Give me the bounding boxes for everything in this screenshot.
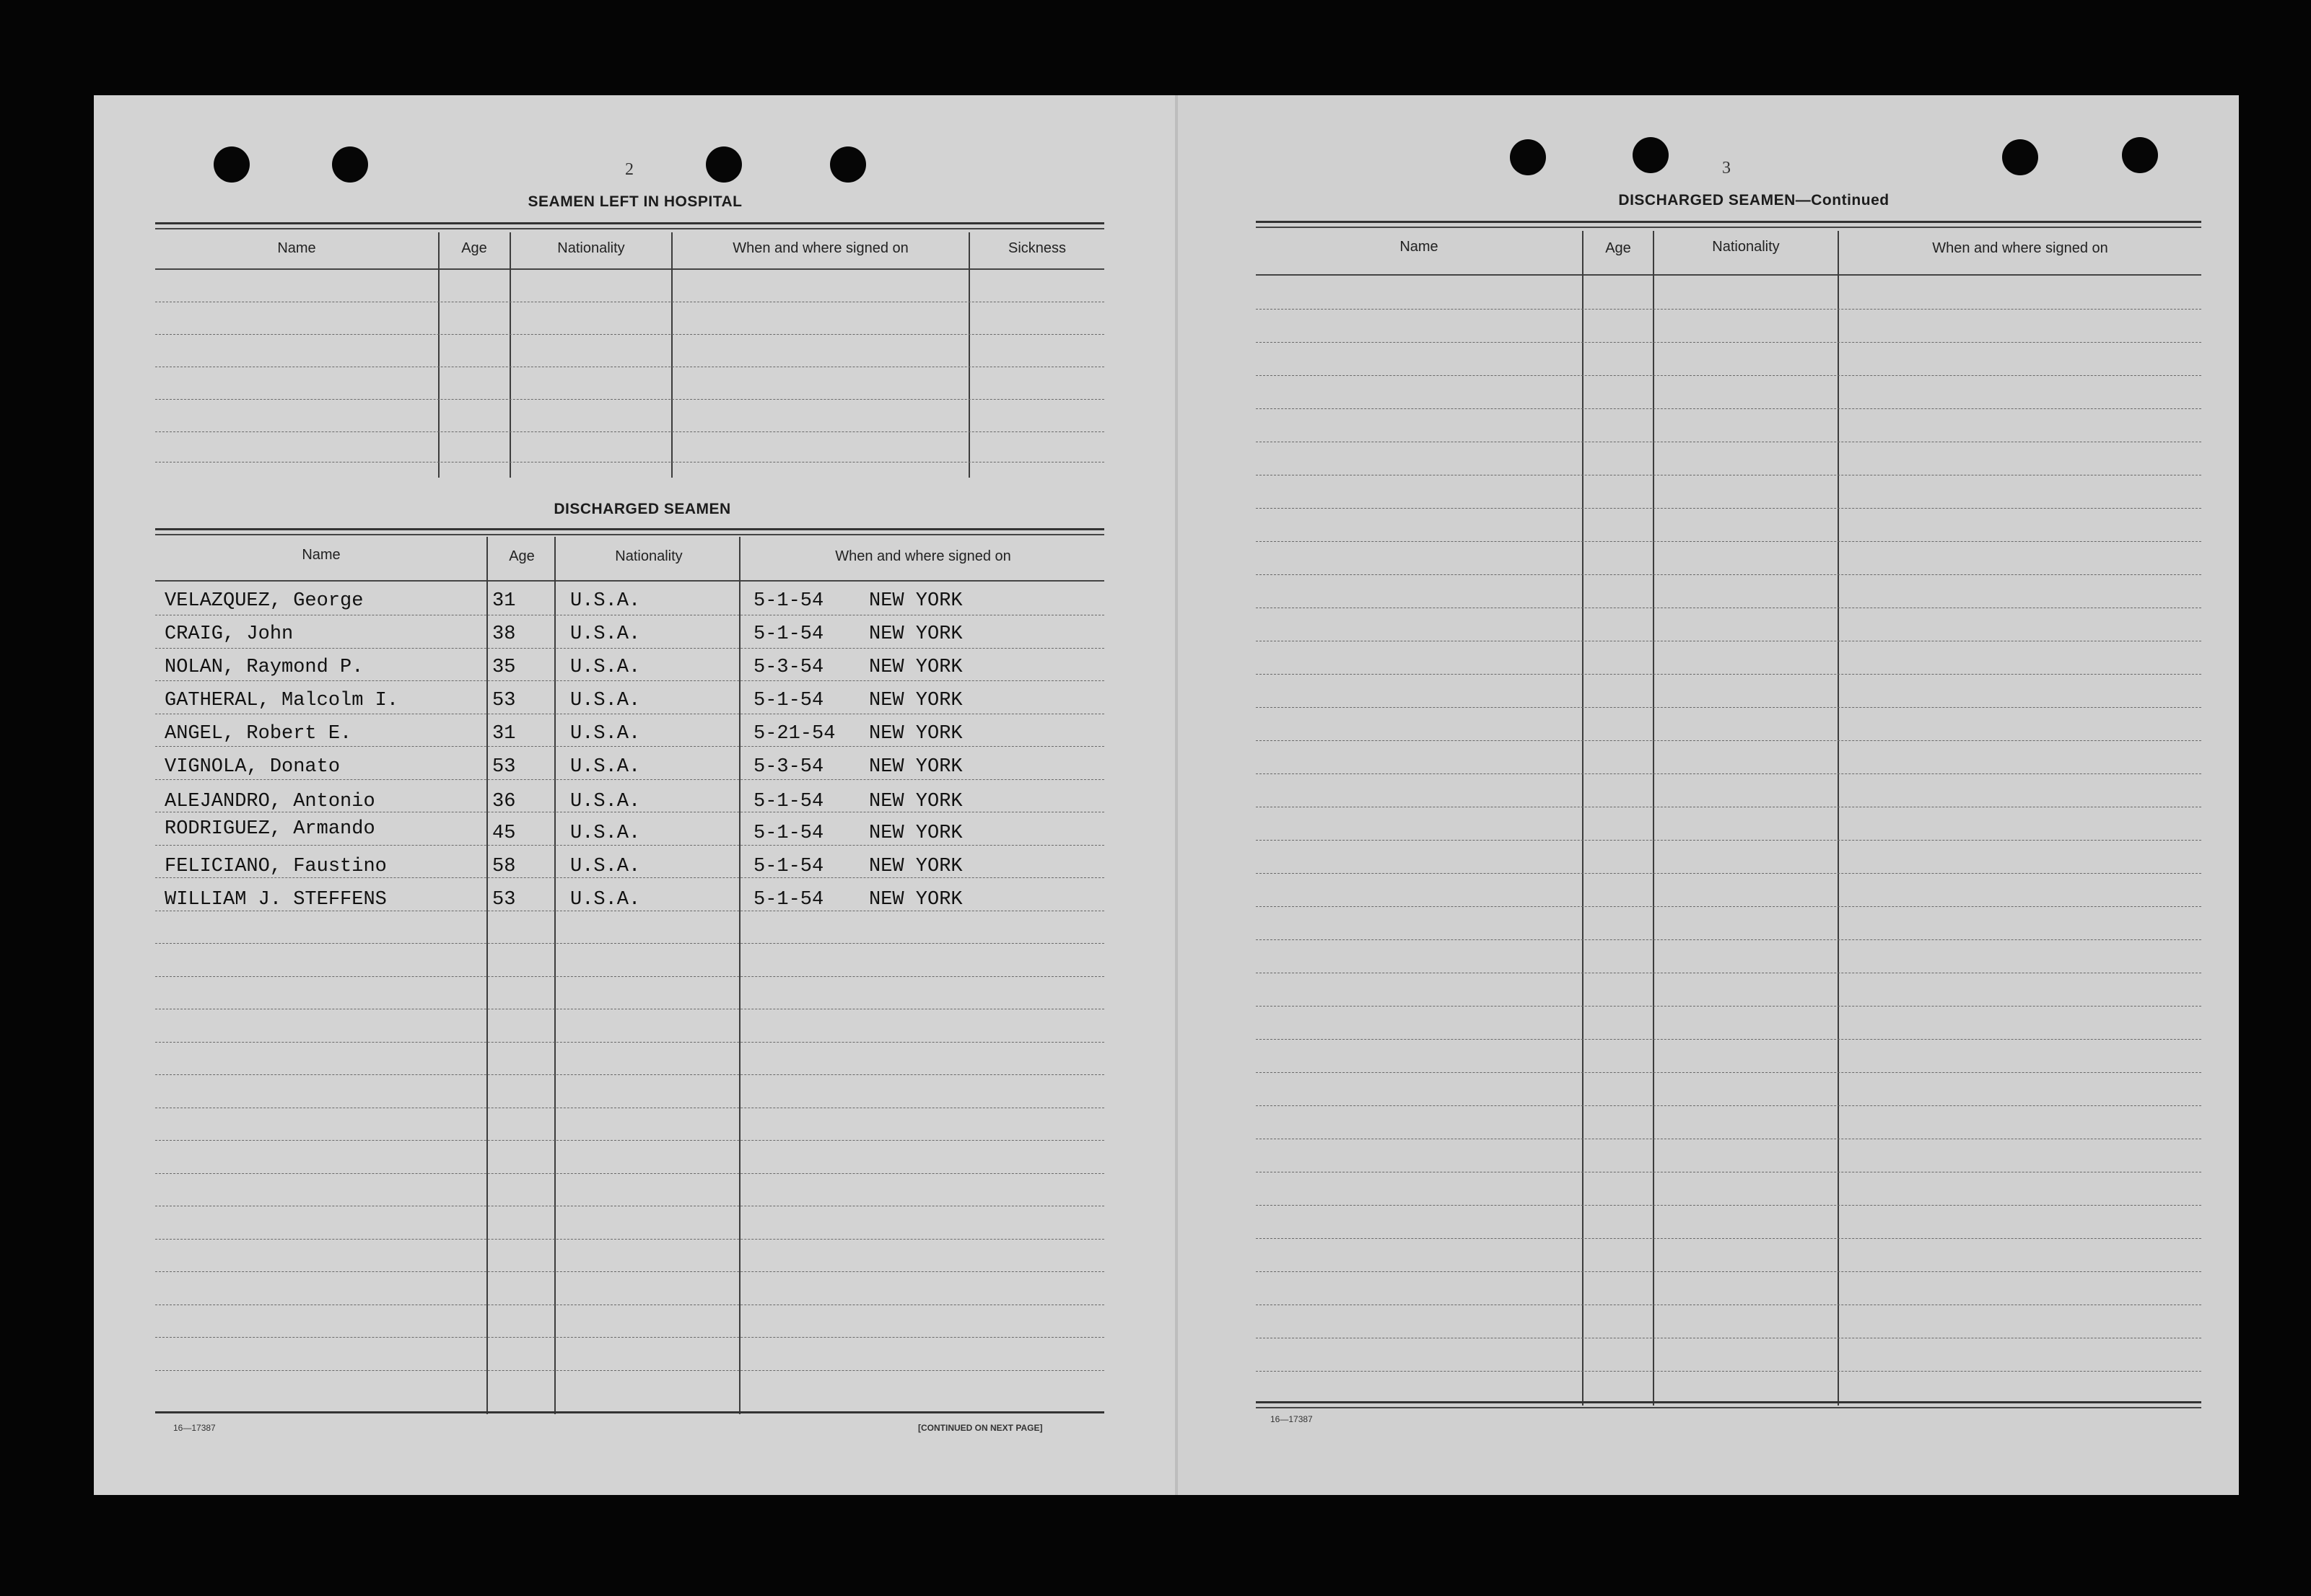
row-line — [155, 746, 1104, 747]
row-line — [1256, 375, 2201, 376]
punch-hole — [214, 146, 250, 183]
signed-on-place: NEW YORK — [869, 623, 963, 645]
seaman-name: VIGNOLA, Donato — [165, 756, 341, 778]
page-number: 3 — [1722, 159, 1731, 177]
top-rule — [155, 228, 1104, 229]
hospital-section-title: SEAMEN LEFT IN HOSPITAL — [528, 193, 743, 210]
seaman-nationality: U.S.A. — [570, 723, 641, 745]
row-line — [155, 680, 1104, 681]
bottom-rule — [1256, 1401, 2201, 1403]
row-line — [155, 399, 1104, 400]
row-line — [155, 1074, 1104, 1075]
row-line — [1256, 1271, 2201, 1272]
row-line — [155, 1140, 1104, 1141]
seaman-age: 53 — [492, 756, 516, 778]
punch-hole — [706, 146, 742, 183]
row-line — [1256, 1006, 2201, 1007]
form-number: 16—17387 — [173, 1423, 216, 1433]
bottom-rule — [1256, 1407, 2201, 1408]
col-header-nationality: Nationality — [615, 548, 683, 564]
seaman-name: WILLIAM J. STEFFENS — [165, 889, 387, 911]
signed-on-place: NEW YORK — [869, 723, 963, 745]
column-divider — [969, 232, 970, 478]
column-divider — [510, 232, 511, 478]
column-divider — [1653, 231, 1654, 1406]
continued-section-title: DISCHARGED SEAMEN—Continued — [1618, 192, 1890, 209]
seaman-age: 31 — [492, 590, 516, 612]
top-rule — [155, 534, 1104, 535]
discharged-section-title: DISCHARGED SEAMEN — [554, 501, 731, 517]
col-header-age: Age — [509, 548, 535, 564]
row-line — [155, 1337, 1104, 1338]
column-divider — [438, 232, 440, 478]
col-header-signed-on: When and where signed on — [835, 548, 1011, 564]
seaman-name: CRAIG, John — [165, 623, 294, 645]
header-rule — [155, 268, 1104, 270]
col-header-signed-on: When and where signed on — [733, 240, 909, 256]
punch-hole — [830, 146, 866, 183]
column-divider — [1838, 231, 1839, 1406]
seaman-nationality: U.S.A. — [570, 823, 641, 844]
col-header-age: Age — [461, 240, 487, 256]
row-line — [1256, 408, 2201, 409]
seaman-nationality: U.S.A. — [570, 889, 641, 911]
signed-on-date: 5-1-54 — [753, 623, 824, 645]
right-page — [1176, 95, 2239, 1495]
seaman-nationality: U.S.A. — [570, 590, 641, 612]
header-rule — [155, 580, 1104, 582]
row-line — [1256, 873, 2201, 874]
row-line — [155, 845, 1104, 846]
seaman-nationality: U.S.A. — [570, 856, 641, 877]
row-line — [1256, 1105, 2201, 1106]
row-line — [1256, 906, 2201, 907]
top-rule — [1256, 221, 2201, 223]
seaman-name: ANGEL, Robert E. — [165, 723, 352, 745]
signed-on-date: 5-1-54 — [753, 889, 824, 911]
punch-hole — [332, 146, 368, 183]
row-line — [1256, 740, 2201, 741]
continued-note: [CONTINUED ON NEXT PAGE] — [918, 1423, 1043, 1433]
row-line — [1256, 939, 2201, 940]
row-line — [1256, 1205, 2201, 1206]
top-rule — [1256, 227, 2201, 228]
signed-on-place: NEW YORK — [869, 823, 963, 844]
form-number: 16—17387 — [1270, 1414, 1313, 1424]
row-line — [155, 877, 1104, 878]
signed-on-place: NEW YORK — [869, 756, 963, 778]
signed-on-date: 5-1-54 — [753, 590, 824, 612]
col-header-name: Name — [302, 547, 341, 563]
row-line — [1256, 541, 2201, 542]
row-line — [155, 1042, 1104, 1043]
seaman-nationality: U.S.A. — [570, 756, 641, 778]
punch-hole — [1510, 139, 1546, 175]
col-header-name: Name — [1399, 239, 1438, 255]
row-line — [1256, 574, 2201, 575]
signed-on-date: 5-1-54 — [753, 856, 824, 877]
row-line — [155, 431, 1104, 432]
row-line — [155, 1239, 1104, 1240]
signed-on-date: 5-21-54 — [753, 723, 836, 745]
page-fold — [1175, 95, 1178, 1495]
signed-on-date: 5-3-54 — [753, 657, 824, 678]
seaman-nationality: U.S.A. — [570, 657, 641, 678]
col-header-sickness: Sickness — [1008, 240, 1067, 256]
row-line — [155, 943, 1104, 944]
row-line — [1256, 342, 2201, 343]
seaman-age: 58 — [492, 856, 516, 877]
row-line — [155, 334, 1104, 335]
punch-hole — [1633, 137, 1669, 173]
signed-on-place: NEW YORK — [869, 690, 963, 711]
signed-on-place: NEW YORK — [869, 657, 963, 678]
seaman-name: FELICIANO, Faustino — [165, 856, 387, 877]
signed-on-date: 5-1-54 — [753, 823, 824, 844]
signed-on-place: NEW YORK — [869, 590, 963, 612]
col-header-signed-on: When and where signed on — [1932, 240, 2108, 256]
col-header-name: Name — [277, 240, 316, 256]
row-line — [155, 1173, 1104, 1174]
row-line — [155, 1370, 1104, 1371]
column-divider — [486, 537, 488, 1414]
top-rule — [155, 222, 1104, 224]
seaman-age: 53 — [492, 889, 516, 911]
seaman-age: 45 — [492, 823, 516, 844]
row-line — [1256, 1072, 2201, 1073]
seaman-nationality: U.S.A. — [570, 690, 641, 711]
row-line — [155, 976, 1104, 977]
column-divider — [739, 537, 741, 1414]
col-header-age: Age — [1605, 240, 1631, 256]
seaman-nationality: U.S.A. — [570, 623, 641, 645]
seaman-age: 35 — [492, 657, 516, 678]
column-divider — [671, 232, 673, 478]
signed-on-place: NEW YORK — [869, 856, 963, 877]
signed-on-date: 5-1-54 — [753, 791, 824, 812]
seaman-nationality: U.S.A. — [570, 791, 641, 812]
row-line — [1256, 773, 2201, 774]
column-divider — [554, 537, 556, 1414]
signed-on-date: 5-1-54 — [753, 690, 824, 711]
col-header-nationality: Nationality — [1712, 239, 1780, 255]
seaman-name: VELAZQUEZ, George — [165, 590, 364, 612]
seaman-name: ALEJANDRO, Antonio — [165, 791, 375, 812]
row-line — [1256, 840, 2201, 841]
row-line — [155, 779, 1104, 780]
row-line — [1256, 508, 2201, 509]
signed-on-place: NEW YORK — [869, 889, 963, 911]
bottom-rule — [155, 1411, 1104, 1413]
top-rule — [155, 528, 1104, 530]
signed-on-place: NEW YORK — [869, 791, 963, 812]
header-rule — [1256, 274, 2201, 276]
seaman-age: 53 — [492, 690, 516, 711]
seaman-name: GATHERAL, Malcolm I. — [165, 690, 399, 711]
seaman-name: RODRIGUEZ, Armando — [165, 818, 375, 840]
seaman-name: NOLAN, Raymond P. — [165, 657, 364, 678]
page-number: 2 — [625, 160, 634, 179]
signed-on-date: 5-3-54 — [753, 756, 824, 778]
row-line — [1256, 1371, 2201, 1372]
row-line — [155, 1271, 1104, 1272]
row-line — [1256, 1238, 2201, 1239]
column-divider — [1582, 231, 1583, 1406]
row-line — [1256, 1039, 2201, 1040]
punch-hole — [2002, 139, 2038, 175]
row-line — [1256, 309, 2201, 310]
punch-hole — [2122, 137, 2158, 173]
col-header-nationality: Nationality — [557, 240, 625, 256]
seaman-age: 38 — [492, 623, 516, 645]
row-line — [1256, 674, 2201, 675]
seaman-age: 36 — [492, 791, 516, 812]
row-line — [155, 648, 1104, 649]
seaman-age: 31 — [492, 723, 516, 745]
row-line — [1256, 707, 2201, 708]
